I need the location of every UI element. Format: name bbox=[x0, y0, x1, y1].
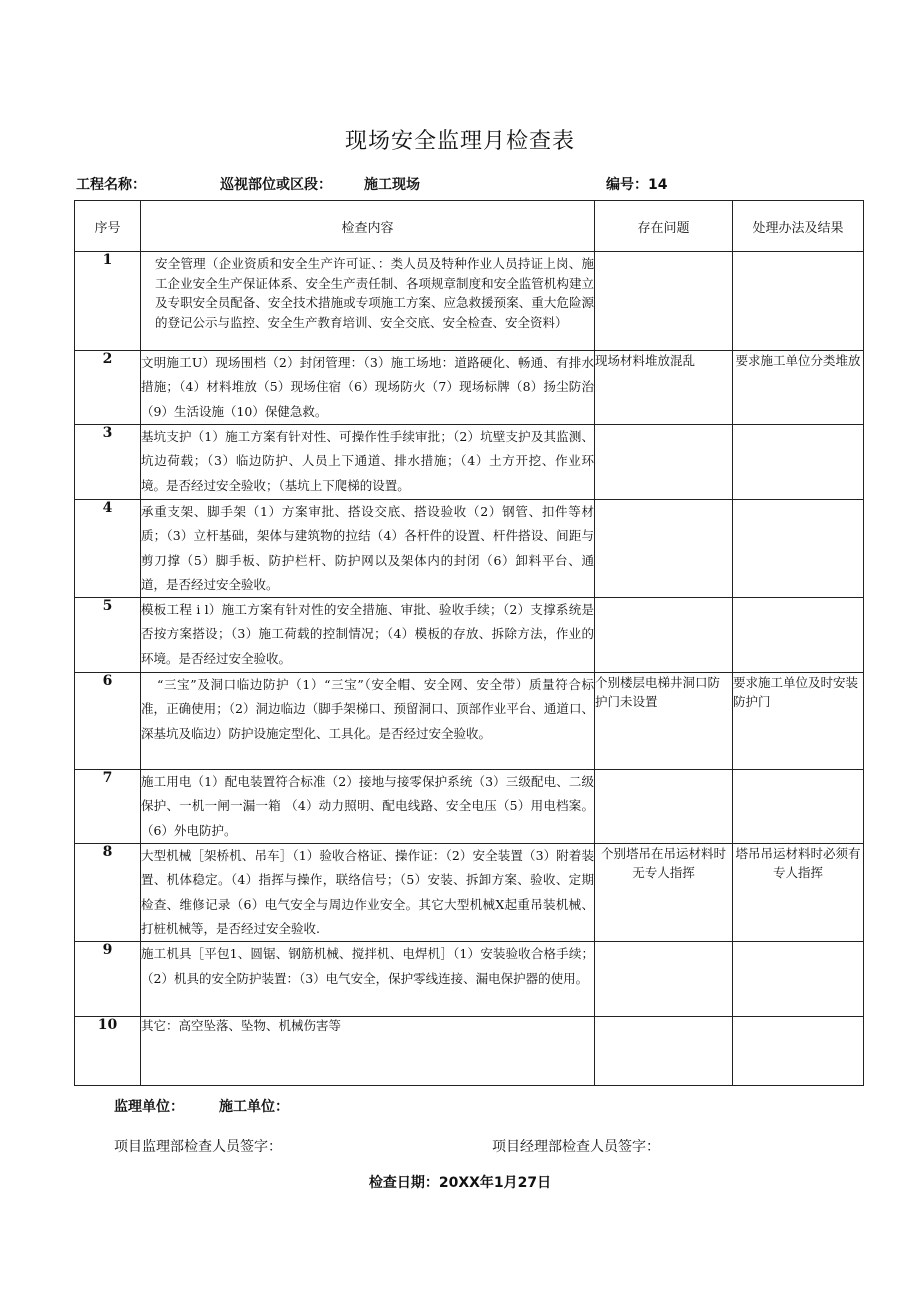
row-action bbox=[733, 770, 864, 844]
col-header-no: 序号 bbox=[75, 201, 141, 252]
table-header-row bbox=[75, 201, 864, 252]
row-issue: 现场材料堆放混乱 bbox=[595, 351, 733, 425]
supervisor-unit-label: 监理单位： bbox=[114, 1099, 184, 1115]
row-number: 5 bbox=[75, 598, 141, 673]
row-issue: 个别楼层电梯井洞口防护门未设置 bbox=[595, 673, 733, 770]
row-content: 安全管理（企业资质和安全生产许可证、：类人员及特种作业人员持证上岗、施工企业安全生产保证体系、安全生产责任制、各项规章制度和安全监管机构建立及专职安全员配备、安全技术措施或专项施工方案、应急救援预案、重大危险源的登记公示与监控、安全生产教育培训、安全交底、安全检查、安全资料） bbox=[141, 252, 595, 351]
row-content: 其它：高空坠落、坠物、机械伤害等 bbox=[141, 1017, 595, 1086]
row-content: 模板工程 i l）施工方案有针对性的安全措施、审批、验收手续；（2）支撑系统是否按方案搭设；（3）施工荷载的控制情况；（4）模板的存放、拆除方法，作业的环境。是否经过安全验收。 bbox=[141, 598, 595, 673]
row-issue bbox=[595, 500, 733, 598]
row-number: 8 bbox=[75, 844, 141, 942]
row-action bbox=[733, 598, 864, 673]
col-header-content: 检查内容 bbox=[141, 201, 595, 252]
row-action: 要求施工单位分类堆放 bbox=[733, 351, 864, 425]
row-action: 要求施工单位及时安装防护门 bbox=[733, 673, 864, 770]
page-title: 现场安全监理月检查表 bbox=[344, 129, 575, 154]
table-row bbox=[75, 351, 864, 425]
col-header-action: 处理办法及结果 bbox=[733, 201, 864, 252]
col-header-issue: 存在问题 bbox=[595, 201, 733, 252]
row-content: 文明施工U）现场围档（2）封闭管理：（3）施工场地：道路硬化、畅通、有排水措施；（4）材料堆放（5）现场住宿（6）现场防火（7）现场标牌（8）扬尘防治（9）生活设施（10）保健急救。 bbox=[141, 351, 595, 425]
supervisor-signature-label: 项目监理部检查人员签字： bbox=[114, 1139, 282, 1155]
manager-signature-label: 项目经理部检查人员签字： bbox=[492, 1139, 660, 1155]
row-content: “三宝”及洞口临边防护（1）“三宝”（安全帽、安全网、安全带）质量符合标准，正确使用；（2）洞边临边（脚手架梯口、预留洞口、顶部作业平台、通道口、深基坑及临边）防护设施定型化、工具化。是否经过安全验收。 bbox=[141, 673, 595, 770]
table-row bbox=[75, 598, 864, 673]
header-meta bbox=[0, 174, 920, 194]
row-issue bbox=[595, 942, 733, 1017]
table-row bbox=[75, 252, 864, 351]
area-value: 施工现场 bbox=[364, 177, 420, 193]
table-row bbox=[75, 425, 864, 500]
row-number: 10 bbox=[75, 1017, 141, 1086]
row-number: 9 bbox=[75, 942, 141, 1017]
project-name-label: 工程名称： bbox=[76, 177, 146, 193]
row-content: 施工用电（1）配电装置符合标准（2）接地与接零保护系统（3）三级配电、二级保护、一机一闸一漏一箱 （4）动力照明、配电线路、安全电压（5）用电档案。（6）外电防护。 bbox=[141, 770, 595, 844]
table-row bbox=[75, 673, 864, 770]
row-number: 6 bbox=[75, 673, 141, 770]
row-number: 7 bbox=[75, 770, 141, 844]
row-action bbox=[733, 1017, 864, 1086]
row-content: 施工机具［平包1、圆锯、钢筋机械、搅拌机、电焊机］（1）安装验收合格手续；（2）机具的安全防护装置：（3）电气安全，保护零线连接、漏电保护器的使用。 bbox=[141, 942, 595, 1017]
inspection-date: 检查日期：20XX年1月27日 bbox=[368, 1175, 552, 1191]
area-label: 巡视部位或区段： bbox=[220, 177, 332, 193]
row-action bbox=[733, 425, 864, 500]
table-row bbox=[75, 1017, 864, 1086]
construction-unit-label: 施工单位： bbox=[219, 1099, 289, 1115]
inspection-table bbox=[74, 200, 864, 1086]
row-issue bbox=[595, 425, 733, 500]
row-issue bbox=[595, 770, 733, 844]
table-row bbox=[75, 500, 864, 598]
row-issue: 个别塔吊在吊运材料时无专人指挥 bbox=[595, 844, 733, 942]
row-content: 承重支架、脚手架（1）方案审批、搭设交底、搭设验收（2）钢管、扣件等材质；（3）立杆基础，架体与建筑物的拉结（4）各杆件的设置、杆件搭设、间距与剪刀撑（5）脚手板、防护栏杆、防护网以及架体内的封闭（6）卸料平台、通道，是否经过安全验收。 bbox=[141, 500, 595, 598]
table-row bbox=[75, 942, 864, 1017]
row-content: 大型机械［架桥机、吊车］（1）验收合格证、操作证：（2）安全装置（3）附着装置、机体稳定。（4）指挥与操作，联络信号；（5）安装、拆卸方案、验收、定期检查、维修记录（6）电气安全与周边作业安全。其它大型机械X起重吊装机械、打桩机械等，是否经过安全验收. bbox=[141, 844, 595, 942]
row-action bbox=[733, 500, 864, 598]
row-number: 3 bbox=[75, 425, 141, 500]
row-action bbox=[733, 252, 864, 351]
row-number: 2 bbox=[75, 351, 141, 425]
form-number: 编号：14 bbox=[606, 177, 668, 193]
row-action: 塔吊吊运材料时必须有专人指挥 bbox=[733, 844, 864, 942]
table-row bbox=[75, 770, 864, 844]
row-issue bbox=[595, 1017, 733, 1086]
row-action bbox=[733, 942, 864, 1017]
row-number: 4 bbox=[75, 500, 141, 598]
table-row bbox=[75, 844, 864, 942]
row-number: 1 bbox=[75, 252, 141, 351]
row-content: 基坑支护（1）施工方案有针对性、可操作性手续审批；（2）坑壁支护及其监测、坑边荷载；（3）临边防护、人员上下通道、排水措施；（4）土方开挖、作业环境。是否经过安全验收；（基坑上下爬梯的设置。 bbox=[141, 425, 595, 500]
row-issue bbox=[595, 598, 733, 673]
row-issue bbox=[595, 252, 733, 351]
